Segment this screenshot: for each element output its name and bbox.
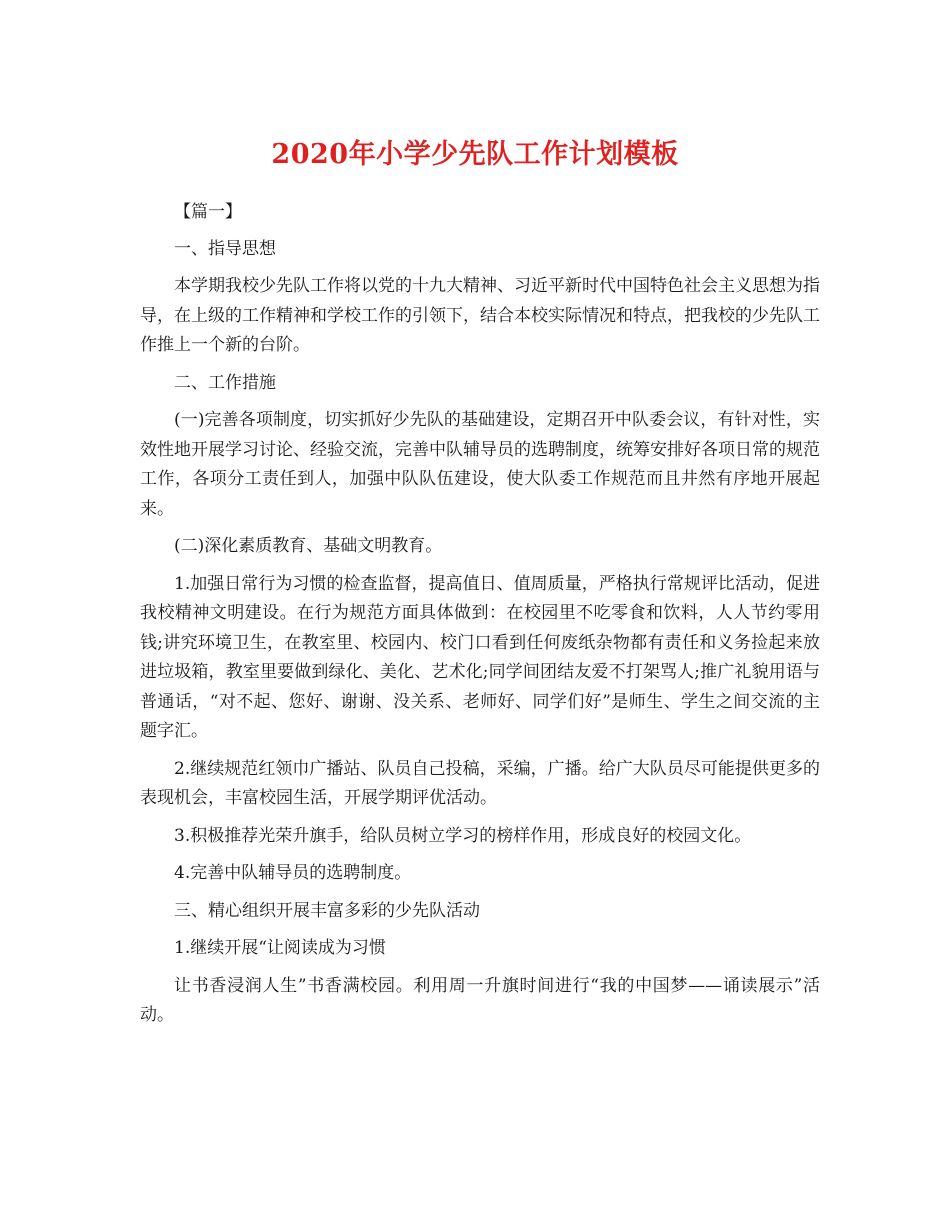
- paragraph: 本学期我校少先队工作将以党的十九大精神、习近平新时代中国特色社会主义思想为指导，在上级的工作精神和学校工作的引领下，结合本校实际情况和特点，把我校的少先队工作推上一个新的台阶。: [140, 276, 820, 355]
- paragraph: 让书香浸润人生”书香满校园。利用周一升旗时间进行“我的中国梦——诵读展示”活动。: [140, 975, 820, 1025]
- paragraph: 4.完善中队辅导员的选聘制度。: [174, 863, 412, 883]
- document-title: 2020年小学少先队工作计划模板: [271, 139, 679, 170]
- paragraph: 1.加强日常行为习惯的检查监督，提高值日、值周质量，严格执行常规评比活动，促进我校精神文明建设。在行为规范方面具体做到：在校园里不吃零食和饮料，人人节约零用钱;讲究环境卫生，在教室里、校园内、校门口看到任何废纸杂物都有责任和义务捡起来放进垃圾箱，教室里要做到绿化、美化、艺术化;同学间团结友爱不打架骂人;推广礼貌用语与普通话，“对不起、您好、谢谢、没关系、老师好、同学们好”是师生、学生之间交流的主题字汇。: [140, 573, 820, 741]
- paragraph: 1.继续开展“让阅读成为习惯: [174, 938, 386, 958]
- paragraph: (一)完善各项制度，切实抓好少先队的基础建设，定期召开中队委会议，有针对性，实效性地开展学习讨论、经验交流，完善中队辅导员的选聘制度，统筹安排好各项日常的规范工作，各项分工责任到人，加强中队队伍建设，使大队委工作规范而且井然有序地开展起来。: [140, 410, 820, 519]
- heading-guiding-ideology: 一、指导思想: [174, 238, 276, 259]
- paragraph: 2.继续规范红领巾广播站、队员自己投稿，采编，广播。给广大队员尽可能提供更多的表现机会，丰富校园生活，开展学期评优活动。: [140, 758, 820, 808]
- document-body: [140, 198, 820, 1039]
- heading-activities: 三、精心组织开展丰富多彩的少先队活动: [174, 900, 480, 921]
- heading-work-measures: 二、工作措施: [174, 372, 276, 393]
- paragraph: 3.积极推荐光荣升旗手，给队员树立学习的榜样作用，形成良好的校园文化。: [174, 825, 752, 846]
- paragraph: (二)深化素质教育、基础文明教育。: [174, 536, 443, 556]
- section-marker: 【篇一】: [174, 202, 242, 222]
